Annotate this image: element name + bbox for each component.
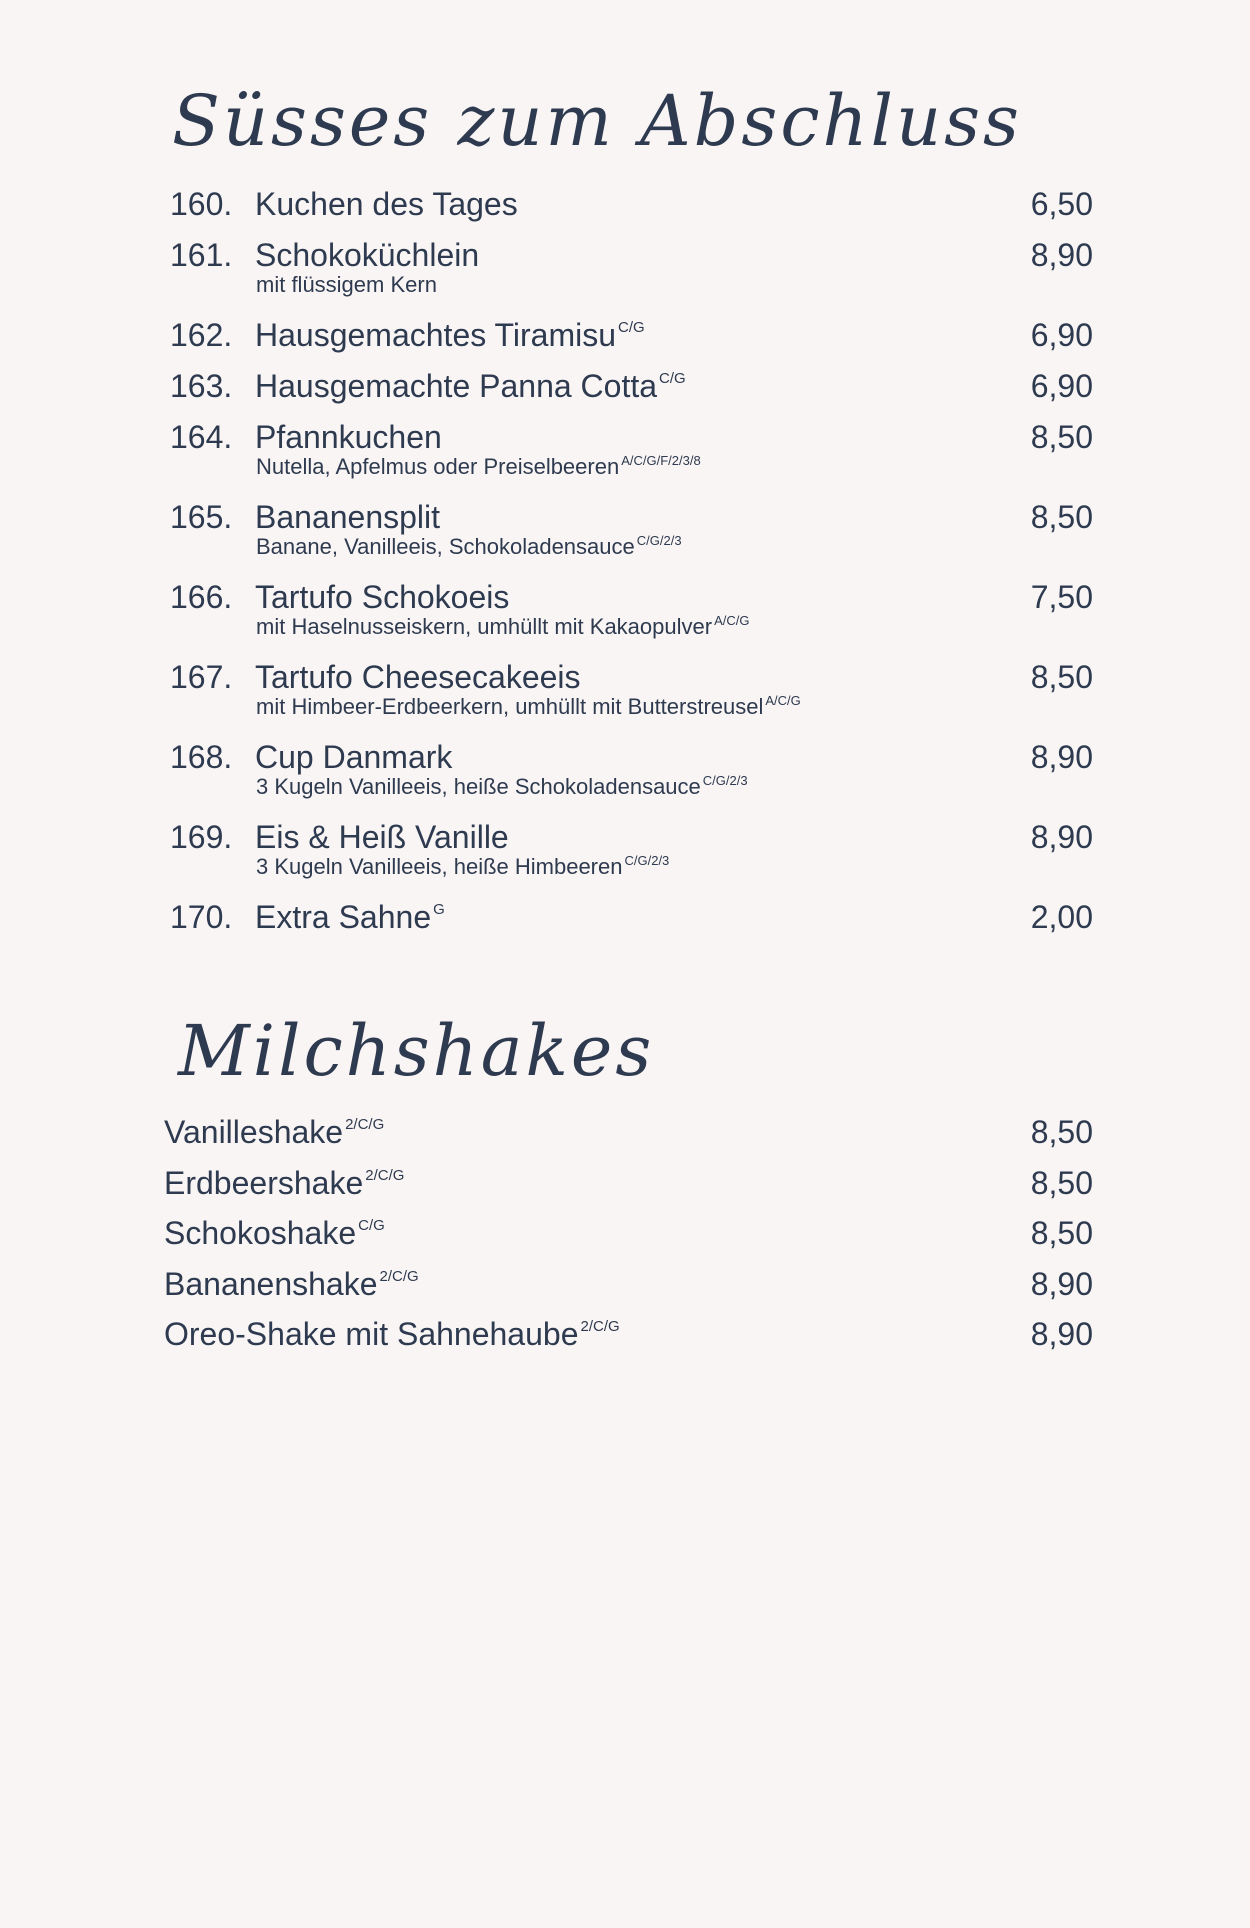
item-price: 7,50	[1030, 579, 1093, 615]
list-item	[0, 578, 1250, 639]
allergen-codes: C/G	[358, 1217, 385, 1234]
item-name: Schokoküchlein	[255, 237, 480, 273]
list-item	[0, 316, 1250, 356]
item-number: 168.	[170, 739, 233, 775]
item-price: 6,90	[1030, 317, 1093, 353]
list-item	[0, 1214, 1250, 1254]
item-price: 6,50	[1030, 186, 1093, 222]
section-title-desserts: Süsses zum Abschluss	[172, 80, 1022, 162]
item-number: 166.	[170, 579, 233, 615]
list-item	[0, 1164, 1250, 1204]
item-number: 165.	[170, 499, 233, 535]
item-description: Banane, Vanilleeis, Schokoladensauce $^{C/G/2/3}$	[256, 533, 682, 559]
allergen-codes: A/C/G/F/2/3/8	[621, 453, 701, 468]
allergen-codes: 2/C/G	[580, 1318, 620, 1335]
item-number: 162.	[170, 317, 233, 353]
item-name: Oreo-Shake mit Sahnehaube $^{2/C/G}$	[164, 1316, 620, 1352]
item-price: 8,50	[1030, 1165, 1093, 1201]
item-number: 169.	[170, 819, 233, 855]
allergen-codes: 2/C/G	[379, 1268, 419, 1285]
allergen-codes: C/G/2/3	[624, 853, 670, 868]
item-name: Hausgemachte Panna Cotta $^{C/G}$	[255, 368, 686, 404]
item-name: Eis & Heiß Vanille	[255, 819, 509, 855]
item-number: 160.	[170, 186, 233, 222]
item-description: 3 Kugeln Vanilleeis, heiße Himbeeren $^{C/G/2/3}$	[256, 853, 670, 879]
section-title-shakes: Milchshakes	[178, 1010, 655, 1092]
item-price: 8,90	[1030, 237, 1093, 273]
allergen-codes: A/C/G	[765, 693, 801, 708]
item-price: 6,90	[1030, 368, 1093, 404]
item-name: Erdbeershake $^{2/C/G}$	[164, 1165, 405, 1201]
allergen-codes: A/C/G	[714, 613, 750, 628]
list-item	[0, 418, 1250, 479]
item-price: 8,90	[1030, 819, 1093, 855]
item-name: Cup Danmark	[255, 739, 453, 775]
item-name: Tartufo Schokoeis	[255, 579, 510, 615]
allergen-codes: C/G	[618, 319, 645, 336]
allergen-codes: C/G/2/3	[636, 533, 682, 548]
item-number: 161.	[170, 237, 233, 273]
list-item	[0, 1315, 1250, 1355]
list-item	[0, 498, 1250, 559]
allergen-codes: C/G/2/3	[702, 773, 748, 788]
allergen-codes: 2/C/G	[345, 1116, 385, 1133]
list-item	[0, 185, 1250, 225]
allergen-codes: G	[433, 901, 445, 918]
item-price: 8,90	[1030, 1316, 1093, 1352]
item-number: 163.	[170, 368, 233, 404]
item-name: Bananenshake $^{2/C/G}$	[164, 1266, 419, 1302]
item-description: mit Haselnusseiskern, umhüllt mit Kakaopulver $^{A/C/G}$	[256, 613, 750, 639]
list-item	[0, 658, 1250, 719]
list-item	[0, 236, 1250, 297]
list-item	[0, 1265, 1250, 1305]
item-name: Schokoshake $^{C/G}$	[164, 1215, 385, 1251]
item-description: mit Himbeer-Erdbeerkern, umhüllt mit Butterstreusel $^{A/C/G}$	[256, 693, 801, 719]
item-name: Hausgemachtes Tiramisu $^{C/G}$	[255, 317, 645, 353]
item-price: 8,50	[1030, 1215, 1093, 1251]
list-item	[0, 818, 1250, 879]
allergen-codes: C/G	[659, 370, 686, 387]
allergen-codes: 2/C/G	[365, 1167, 405, 1184]
item-number: 164.	[170, 419, 233, 455]
list-item	[0, 1113, 1250, 1153]
item-name: Tartufo Cheesecakeeis	[255, 659, 581, 695]
item-price: 8,90	[1030, 739, 1093, 775]
item-name: Vanilleshake $^{2/C/G}$	[164, 1114, 385, 1150]
list-item	[0, 367, 1250, 407]
item-name: Kuchen des Tages	[255, 186, 518, 222]
item-description: 3 Kugeln Vanilleeis, heiße Schokoladensauce $^{C/G/2/3}$	[256, 773, 748, 799]
list-item	[0, 738, 1250, 799]
item-price: 2,00	[1030, 899, 1093, 935]
list-item	[0, 898, 1250, 938]
item-number: 170.	[170, 899, 233, 935]
item-number: 167.	[170, 659, 233, 695]
item-name: Bananensplit	[255, 499, 441, 535]
item-price: 8,50	[1030, 499, 1093, 535]
item-description: mit flüssigem Kern	[256, 272, 437, 297]
item-name: Pfannkuchen	[255, 419, 442, 455]
item-price: 8,50	[1030, 659, 1093, 695]
item-name: Extra Sahne $^G$	[255, 899, 445, 935]
item-price: 8,50	[1030, 1114, 1093, 1150]
item-description: Nutella, Apfelmus oder Preiselbeeren $^{A/C/G/F/2/3/8}$	[256, 453, 701, 479]
item-price: 8,50	[1030, 419, 1093, 455]
item-price: 8,90	[1030, 1266, 1093, 1302]
